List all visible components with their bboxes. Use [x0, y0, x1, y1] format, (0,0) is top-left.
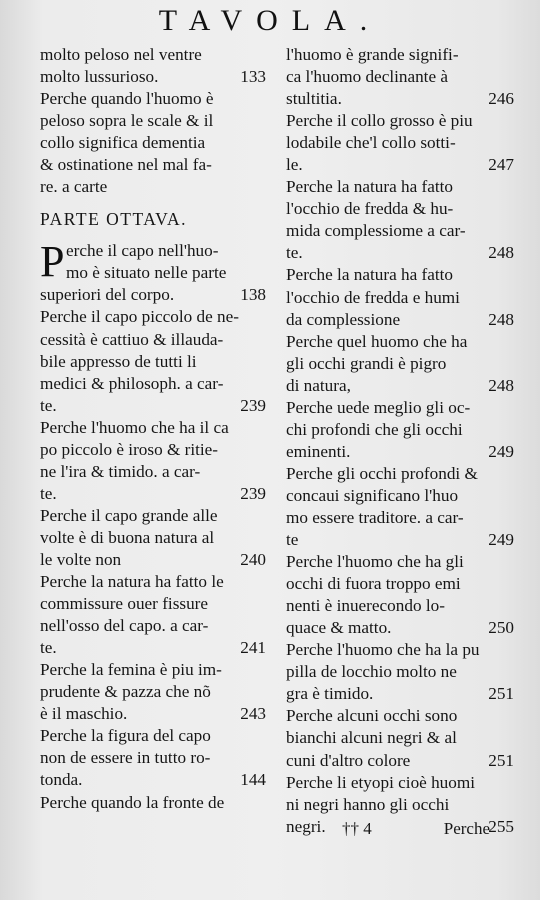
index-line — [286, 132, 514, 154]
entry-text: stultitia. — [286, 89, 342, 109]
page-reference: 248 — [488, 243, 514, 263]
right-column — [286, 44, 514, 838]
left-top-entries — [40, 44, 266, 198]
index-line — [40, 725, 266, 747]
entry-text: eminenti. — [286, 441, 351, 461]
index-line — [286, 375, 514, 397]
page-reference: 239 — [240, 395, 266, 415]
index-line — [286, 44, 514, 66]
entry-text: bianchi alcuni negri & al — [286, 728, 457, 748]
entry-text: Perche l'huomo che ha il ca — [40, 417, 229, 437]
index-line — [40, 88, 266, 110]
entry-text: nenti è inuerecondo lo- — [286, 596, 445, 616]
index-line — [40, 769, 266, 791]
index-line — [286, 573, 514, 595]
drop-cap-letter: P — [40, 237, 65, 287]
page-title: TAVOLA. — [158, 4, 382, 37]
entry-text: le volte non — [40, 549, 122, 569]
entry-text: tonda. — [40, 770, 83, 790]
entry-text: medici & philosoph. a car- — [40, 373, 224, 393]
entry-text: Perche li etyopi cioè huomi — [286, 772, 476, 792]
index-line — [40, 132, 266, 154]
entry-text: molto peloso nel ventre — [40, 45, 202, 64]
entry-text: Perche gli occhi profondi & — [286, 463, 478, 483]
entry-text: Perche quando la fronte de — [40, 792, 225, 812]
entry-text: Perche alcuni occhi sono — [286, 706, 458, 726]
dropcap-lines — [40, 237, 266, 287]
entry-text: quace & matto. — [286, 618, 392, 638]
index-line — [66, 240, 266, 262]
index-line — [40, 395, 266, 417]
index-line — [286, 309, 514, 331]
index-line — [286, 419, 514, 441]
entry-text: concaui significano l'huo — [286, 485, 459, 505]
index-line — [40, 703, 266, 725]
index-line — [286, 264, 514, 286]
index-line — [40, 681, 266, 703]
entry-text: erche il capo nell'huo- — [66, 241, 219, 261]
index-line — [286, 287, 514, 309]
index-line — [286, 463, 514, 485]
page-reference: 247 — [488, 155, 514, 175]
index-line — [40, 615, 266, 637]
left-column — [40, 44, 266, 814]
entry-text: Perche la natura ha fatto — [286, 177, 454, 197]
entry-text: cessità è cattiuo & illauda- — [40, 329, 224, 349]
index-line — [286, 595, 514, 617]
index-line — [40, 549, 266, 571]
entry-text: molto lussurioso. — [40, 67, 159, 87]
page-reference: 246 — [488, 89, 514, 109]
entry-text: prudente & pazza che nõ — [40, 682, 211, 702]
index-line — [286, 507, 514, 529]
entry-text: superiori del corpo. — [40, 285, 175, 305]
index-line — [286, 66, 514, 88]
index-line — [40, 373, 266, 395]
entry-text: te. — [286, 243, 303, 263]
index-line — [40, 306, 266, 328]
entry-text: Perche l'huomo che ha gli — [286, 552, 464, 572]
entry-text: pilla de locchio molto ne — [286, 662, 457, 682]
index-line — [40, 110, 266, 132]
index-line — [40, 176, 266, 198]
index-line — [40, 571, 266, 593]
page-reference: 133 — [240, 67, 266, 87]
entry-text: negri. — [286, 816, 326, 836]
entry-text: chi profondi che gli occhi — [286, 419, 463, 439]
entry-text: te. — [40, 483, 57, 503]
page-reference: 250 — [488, 618, 514, 638]
index-line — [286, 551, 514, 573]
index-line — [40, 461, 266, 483]
index-line — [40, 593, 266, 615]
index-line — [40, 329, 266, 351]
page-reference: 248 — [488, 309, 514, 329]
entry-text: cuni d'altro colore — [286, 750, 411, 770]
index-line — [286, 772, 514, 794]
index-line — [286, 683, 514, 705]
index-line — [286, 727, 514, 749]
index-line — [40, 154, 266, 176]
page-reference: 249 — [488, 441, 514, 461]
entry-text: mo essere traditore. a car- — [286, 507, 464, 527]
index-line — [286, 88, 514, 110]
index-line — [286, 705, 514, 727]
index-line — [40, 792, 266, 814]
signature-mark: †† 4 — [342, 819, 372, 838]
left-entries — [40, 284, 266, 813]
entry-text: Perche uede meglio gli oc- — [286, 397, 471, 417]
entry-text: lodabile che'l collo sotti- — [286, 133, 456, 153]
page-reference: 255 — [488, 816, 514, 836]
section-heading: PARTE OTTAVA. — [40, 209, 188, 230]
entry-text: volte è di buona natura al — [40, 527, 215, 547]
entry-text: l'occhio de fredda & hu- — [286, 199, 454, 219]
index-line — [40, 747, 266, 769]
page-reference: 239 — [240, 483, 266, 503]
index-line — [286, 485, 514, 507]
entry-text: occhi di fuora troppo emi — [286, 574, 461, 594]
entry-text: re. a carte — [40, 177, 108, 197]
entry-text: le. — [286, 155, 303, 175]
entry-text: gli occhi grandi è pigro — [286, 353, 447, 373]
index-line — [286, 154, 514, 176]
index-line — [40, 637, 266, 659]
entry-text: Perche l'huomo che ha la pu — [286, 640, 480, 660]
entry-text: Perche la figura del capo — [40, 726, 211, 746]
entry-text: nell'osso del capo. a car- — [40, 616, 209, 636]
index-line — [286, 198, 514, 220]
index-line — [40, 44, 266, 66]
page-reference: 243 — [240, 704, 266, 724]
index-line — [40, 439, 266, 461]
index-line — [286, 110, 514, 132]
entry-text: te. — [40, 638, 57, 658]
entry-text: ca l'huomo declinante à — [286, 67, 449, 87]
index-line — [286, 639, 514, 661]
entry-text: bile appresso de tutti li — [40, 351, 197, 371]
entry-text: l'occhio de fredda e humi — [286, 287, 460, 307]
index-line — [40, 527, 266, 549]
entry-text: po piccolo è iroso & ritie- — [40, 439, 219, 459]
index-line — [286, 750, 514, 772]
entry-text: mo è situato nelle parte — [66, 263, 227, 283]
right-entries — [286, 44, 514, 838]
entry-text: Perche il capo grande alle — [40, 505, 218, 525]
entry-text: peloso sopra le scale & il — [40, 111, 214, 131]
catchword: Perche — [443, 819, 490, 838]
index-line — [40, 417, 266, 439]
entry-text: Perche il collo grosso è piu — [286, 111, 473, 131]
entry-text: collo significa dementia — [40, 133, 206, 153]
entry-text: gra è timido. — [286, 684, 374, 704]
index-line — [40, 505, 266, 527]
index-line — [40, 659, 266, 681]
index-line — [40, 284, 266, 306]
index-line — [286, 176, 514, 198]
page-reference: 251 — [488, 684, 514, 704]
entry-text: ne l'ira & timido. a car- — [40, 461, 201, 481]
entry-text: Perche la femina è piu im- — [40, 660, 222, 680]
index-line — [286, 441, 514, 463]
index-line — [286, 331, 514, 353]
entry-text: Perche la natura ha fatto — [286, 265, 454, 285]
entry-text: mida complessiome a car- — [286, 221, 466, 241]
index-line — [286, 529, 514, 551]
page-reference: 144 — [240, 770, 266, 790]
entry-text: è il maschio. — [40, 704, 128, 724]
index-line — [40, 66, 266, 88]
entry-text: commissure ouer fissure — [40, 594, 209, 614]
index-line — [286, 397, 514, 419]
index-line — [286, 353, 514, 375]
entry-text: te. — [40, 395, 57, 415]
page-reference: 241 — [240, 638, 266, 658]
index-line — [66, 262, 266, 284]
index-line — [286, 242, 514, 264]
index-line — [286, 794, 514, 816]
entry-text: non de essere in tutto ro- — [40, 748, 211, 768]
page-reference: 249 — [488, 530, 514, 550]
entry-text: Perche il capo piccolo de ne- — [40, 307, 239, 327]
entry-text: di natura, — [286, 375, 351, 395]
entry-text: Perche la natura ha fatto le — [40, 572, 224, 592]
index-line — [286, 661, 514, 683]
page-reference: 138 — [240, 285, 266, 305]
index-line — [286, 617, 514, 639]
entry-text: Perche quel huomo che ha — [286, 331, 468, 351]
entry-text: da complessione — [286, 309, 401, 329]
entry-text: te — [286, 530, 299, 550]
page-reference: 240 — [240, 549, 266, 569]
page-reference: 248 — [488, 375, 514, 395]
page-reference: 251 — [488, 750, 514, 770]
dropcap-entry — [40, 237, 266, 287]
index-line — [286, 220, 514, 242]
index-line — [40, 351, 266, 373]
entry-text: ni negri hanno gli occhi — [286, 794, 450, 814]
entry-text: l'huomo è grande signifi- — [286, 45, 459, 64]
entry-text: & ostinatione nel mal fa- — [40, 155, 212, 175]
index-line — [40, 483, 266, 505]
entry-text: Perche quando l'huomo è — [40, 89, 214, 109]
